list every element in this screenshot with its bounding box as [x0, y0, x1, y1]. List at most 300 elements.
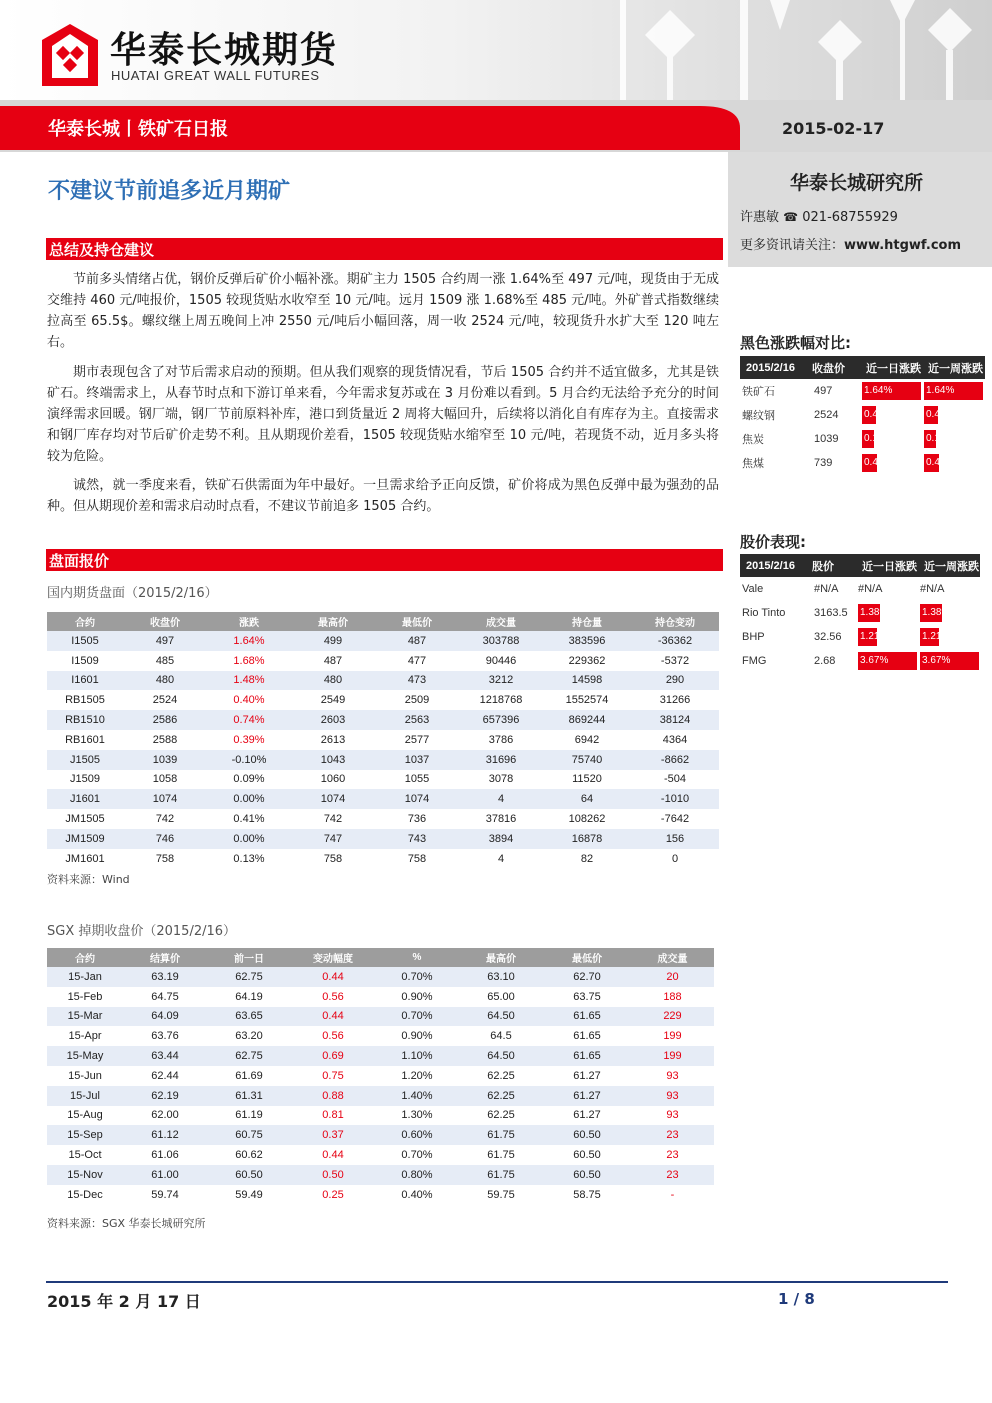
black-change-bar: 0.41%: [924, 454, 939, 472]
domestic-cell: 6942: [574, 733, 600, 746]
black-name: 焦炭: [742, 434, 764, 446]
sgx-cell: 15-Jul: [47, 1086, 123, 1106]
sgx-cell: 0.40%: [401, 1188, 433, 1201]
stock-price: #N/A: [814, 583, 839, 595]
sgx-cell: 0.69: [291, 1046, 375, 1066]
sgx-cell: 0.75: [322, 1069, 344, 1082]
sgx-header-cell: 成交量: [631, 948, 714, 967]
section-quotes-header: [46, 549, 723, 571]
stock-header-cell: 近一日涨跌: [856, 554, 918, 577]
domestic-cell: 742: [323, 813, 343, 826]
domestic-cell: 497: [123, 631, 207, 651]
sgx-cell: 62.19: [123, 1086, 207, 1106]
domestic-header-cell: 成交量: [459, 612, 543, 631]
domestic-cell: 0.13%: [233, 852, 265, 865]
sgx-cell: 58.75: [573, 1188, 601, 1201]
domestic-header-cell: 合约: [47, 612, 123, 631]
domestic-cell: 2509: [404, 694, 430, 707]
stock-name: FMG: [742, 655, 767, 667]
domestic-cell: J1509: [70, 773, 100, 786]
stock-price: 2.68: [814, 655, 836, 667]
black-change-bar: 0.10%: [924, 430, 936, 448]
sgx-cell: 229: [631, 1007, 714, 1027]
domestic-row: [47, 710, 719, 730]
sgx-cell: 60.50: [543, 1165, 631, 1185]
domestic-cell: 2577: [404, 733, 430, 746]
domestic-cell: 742: [155, 813, 175, 826]
sgx-cell: 62.75: [207, 1046, 291, 1066]
domestic-cell: 2603: [291, 710, 375, 730]
stock-row: [740, 625, 980, 649]
sgx-cell: 64.50: [459, 1046, 543, 1066]
sgx-table-source: 资料来源：SGX 华泰长城研究所: [47, 1217, 206, 1230]
sgx-cell: 64.50: [459, 1007, 543, 1027]
sgx-row: [47, 1185, 714, 1205]
sgx-cell: 0.44: [291, 1007, 375, 1027]
domestic-cell: 31266: [659, 694, 691, 707]
sgx-cell: 1.20%: [401, 1069, 433, 1082]
sgx-cell: 59.49: [235, 1188, 263, 1201]
black-row: [740, 379, 985, 403]
domestic-cell: 0: [671, 852, 679, 865]
domestic-cell: I1601: [47, 671, 123, 691]
sgx-cell: 61.19: [235, 1109, 263, 1122]
sgx-cell: 59.74: [151, 1188, 179, 1201]
domestic-cell: 229362: [568, 654, 606, 667]
stock-row: [740, 649, 980, 673]
stock-change-cell: [856, 601, 918, 625]
domestic-cell: 290: [631, 671, 719, 691]
domestic-cell: 1.48%: [207, 671, 291, 691]
header-decoration-icon: [600, 0, 992, 100]
sgx-cell: 0.50: [291, 1165, 375, 1185]
stock-change-cell: [918, 601, 980, 625]
sgx-header-cell: %: [375, 948, 459, 967]
sgx-cell: 1.30%: [401, 1109, 433, 1122]
black-change-cell: [922, 379, 985, 403]
domestic-header-cell: 持仓变动: [631, 612, 719, 631]
black-price: 739: [814, 457, 833, 469]
sgx-cell: 199: [663, 1030, 682, 1043]
black-change-bar: 0.41%: [862, 454, 877, 472]
domestic-row: [47, 809, 719, 829]
domestic-cell: 37816: [485, 813, 517, 826]
domestic-cell: 480: [123, 671, 207, 691]
sgx-cell: 1.40%: [375, 1086, 459, 1106]
domestic-cell: 1074: [291, 789, 375, 809]
sgx-cell: 0.90%: [401, 990, 433, 1003]
domestic-cell: 2524: [152, 694, 178, 707]
domestic-row: [47, 829, 719, 849]
domestic-cell: 2586: [123, 710, 207, 730]
domestic-cell: 3078: [488, 773, 514, 786]
sgx-cell: 0.70%: [375, 967, 459, 987]
sgx-cell: 15-Mar: [47, 1007, 123, 1027]
sgx-cell: 60.62: [235, 1149, 263, 1162]
sgx-cell: 64.19: [235, 990, 263, 1003]
sgx-cell: 63.20: [235, 1030, 263, 1043]
sgx-cell: 20: [631, 967, 714, 987]
black-row: [740, 451, 985, 475]
stock-header-cell: 股价: [806, 554, 856, 577]
sgx-cell: 93: [666, 1109, 679, 1122]
black-change-cell: [860, 403, 922, 427]
domestic-cell: RB1510: [47, 710, 123, 730]
stock-change-bar: 1.21%: [920, 628, 939, 646]
domestic-cell: I1509: [71, 654, 99, 667]
sgx-cell: 63.75: [573, 990, 601, 1003]
domestic-cell: 473: [375, 671, 459, 691]
black-change-cell: [860, 451, 922, 475]
stock-change-bar: #N/A: [920, 583, 945, 595]
sgx-cell: 23: [631, 1165, 714, 1185]
domestic-cell: 3212: [459, 671, 543, 691]
report-date: 2015-02-17: [782, 119, 885, 138]
sgx-cell: 62.44: [151, 1069, 179, 1082]
black-name: 铁矿石: [742, 386, 775, 398]
domestic-row: [47, 750, 719, 770]
domestic-futures-table: [47, 612, 719, 869]
domestic-row: [47, 671, 719, 691]
article-headline: 不建议节前追多近月期矿: [48, 179, 291, 204]
sgx-row: [47, 1145, 714, 1165]
company-name-cn: 华泰长城期货: [110, 30, 339, 71]
black-compare-table: [740, 356, 985, 475]
sgx-cell: 61.69: [235, 1069, 263, 1082]
domestic-cell: J1505: [47, 750, 123, 770]
sgx-cell: 63.19: [123, 967, 207, 987]
domestic-row: [47, 651, 719, 671]
black-header-cell: 近一周涨跌: [922, 356, 985, 379]
domestic-cell: 4364: [662, 733, 688, 746]
domestic-table-caption: 国内期货盘面（2015/2/16）: [47, 586, 218, 601]
stock-change-bar: 3.67%: [858, 652, 917, 670]
domestic-cell: -0.10%: [207, 750, 291, 770]
footer-date: 2015 年 2 月 17 日: [47, 1292, 201, 1311]
sgx-cell: 62.25: [487, 1109, 515, 1122]
sgx-cell: 64.5: [490, 1030, 512, 1043]
summary-paragraph-2: 期市表现包含了对节后需求启动的预期。但从我们观察的现货情况看，节后 1505 合约并不适宜做多，尤其是铁矿石。终端需求上，从春节时点和下游订单来看，今年需求复苏或在 3 月份难以看到。5 月合约无法给予充分的时间演绎需求回暖。钢厂端，钢厂节前原料补库，港口到货量近 2 周将大幅回升，后续将以消化自有库存为主。直接需求和钢厂库存均对节后矿价走势不利。且从期现价差看，1505 较现货贴水缩窄至 10 元/吨，若现货不动，近月多头将较为危险。: [47, 365, 719, 464]
domestic-cell: 1552574: [565, 694, 609, 707]
sgx-cell: 23: [631, 1125, 714, 1145]
analyst-phone: 021-68755929: [802, 210, 898, 225]
sgx-cell: 61.65: [543, 1007, 631, 1027]
summary-paragraph-3: 诚然，就一季度来看，铁矿石供需面为年中最好。一旦需求给予正向反馈，矿价将成为黑色反弹中最为强劲的品种。但从期现价差和需求启动时点看，不建议节前追多 1505 合约。: [47, 478, 719, 514]
sgx-cell: 0.80%: [375, 1165, 459, 1185]
domestic-cell: 0.09%: [233, 773, 265, 786]
domestic-cell: 480: [291, 671, 375, 691]
stock-row: [740, 577, 980, 601]
domestic-header-cell: 持仓量: [543, 612, 631, 631]
domestic-cell: 2549: [320, 694, 346, 707]
domestic-cell: JM1601: [65, 852, 105, 865]
domestic-cell: 1060: [320, 773, 346, 786]
domestic-cell: 1055: [404, 773, 430, 786]
stock-header-cell: 近一周涨跌: [918, 554, 980, 577]
sgx-header-cell: 最高价: [459, 948, 543, 967]
stock-change-cell: [856, 577, 918, 601]
domestic-cell: 1.68%: [233, 654, 265, 667]
black-compare-title: 黑色涨跌幅对比:: [740, 334, 851, 352]
phone-icon: ☎: [783, 210, 799, 224]
sgx-cell: 65.00: [487, 990, 515, 1003]
sgx-cell: 61.65: [543, 1046, 631, 1066]
domestic-cell: -504: [663, 773, 687, 786]
domestic-cell: 743: [375, 829, 459, 849]
domestic-cell: 82: [580, 852, 594, 865]
domestic-cell: 499: [291, 631, 375, 651]
black-change-bar: 0.40%: [924, 406, 938, 424]
black-price: 2524: [814, 409, 839, 421]
stock-name: BHP: [742, 631, 765, 643]
domestic-cell: 657396: [459, 710, 543, 730]
sgx-cell: 61.31: [207, 1086, 291, 1106]
domestic-cell: 90446: [485, 654, 517, 667]
contact-line: [740, 206, 898, 225]
black-price: 497: [814, 385, 833, 397]
domestic-row: [47, 770, 719, 790]
black-change-cell: [860, 379, 922, 403]
sgx-cell: 0.90%: [401, 1030, 433, 1043]
domestic-cell: 0.39%: [233, 733, 265, 746]
summary-paragraph-1: 节前多头情绪占优，钢价反弹后矿价小幅补涨。期矿主力 1505 合约周一涨 1.64%至 497 元/吨，现货由于无成交维持 460 元/吨报价，1505 较现货贴水收窄至 10 元/吨。远月 1509 涨 1.68%至 485 元/吨。外矿普式指数继续拉高至 65.5$。螺纹继上周五晚间上冲 2550 元/吨后小幅回落，周一收 2524 元/吨，较现货升水扩大至 120 吨左右。: [47, 272, 719, 350]
domestic-cell: 477: [407, 654, 427, 667]
sgx-cell: 0.44: [322, 1149, 344, 1162]
domestic-cell: 38124: [631, 710, 719, 730]
black-name: 螺纹钢: [742, 410, 775, 422]
domestic-cell: 3894: [459, 829, 543, 849]
sgx-cell: 61.75: [459, 1165, 543, 1185]
domestic-cell: 75740: [543, 750, 631, 770]
sgx-cell: 0.37: [291, 1125, 375, 1145]
sgx-row: [47, 1007, 714, 1027]
black-change-bar: 0.10%: [862, 430, 874, 448]
sgx-table-caption: SGX 掉期收盘价（2015/2/16）: [47, 924, 237, 939]
stock-perf-title: 股价表现:: [740, 533, 806, 551]
sgx-cell: 60.75: [207, 1125, 291, 1145]
black-change-bar: 0.40%: [862, 406, 876, 424]
domestic-cell: 758: [407, 852, 427, 865]
report-title: 华泰长城丨铁矿石日报: [48, 119, 228, 140]
sgx-cell: 15-Nov: [47, 1165, 123, 1185]
section-summary-title: 总结及持仓建议: [49, 241, 155, 259]
domestic-row: [47, 690, 719, 710]
domestic-cell: 2563: [375, 710, 459, 730]
domestic-cell: 746: [123, 829, 207, 849]
domestic-cell: 16878: [543, 829, 631, 849]
sgx-row: [47, 987, 714, 1007]
sgx-cell: 15-Aug: [67, 1109, 103, 1122]
black-header-cell: 2015/2/16: [740, 356, 806, 379]
domestic-cell: -1010: [631, 789, 719, 809]
domestic-cell: 108262: [568, 813, 606, 826]
sgx-cell: 61.27: [543, 1086, 631, 1106]
sgx-header-cell: 结算价: [123, 948, 207, 967]
sgx-cell: 63.76: [151, 1030, 179, 1043]
domestic-cell: RB1601: [65, 733, 105, 746]
sgx-cell: 1.10%: [375, 1046, 459, 1066]
domestic-cell: 0.74%: [207, 710, 291, 730]
sgx-cell: 61.27: [573, 1069, 601, 1082]
sgx-swap-table: [47, 948, 714, 1205]
domestic-cell: 2588: [152, 733, 178, 746]
sgx-cell: 188: [663, 990, 682, 1003]
sgx-cell: -: [670, 1188, 675, 1201]
website-link[interactable]: www.htgwf.com: [844, 238, 962, 253]
sgx-row: [47, 1165, 714, 1185]
domestic-cell: 0.40%: [233, 694, 265, 707]
stock-header-cell: 2015/2/16: [740, 554, 806, 577]
section-summary-header: [46, 238, 723, 260]
black-change-cell: [922, 451, 985, 475]
sgx-row: [47, 1046, 714, 1066]
domestic-cell: 4: [497, 852, 505, 865]
domestic-cell: JM1505: [65, 813, 105, 826]
sgx-cell: 15-Jan: [47, 967, 123, 987]
sgx-row: [47, 1026, 714, 1046]
footer-divider: [46, 1281, 948, 1283]
stock-change-cell: [856, 625, 918, 649]
domestic-cell: 3786: [488, 733, 514, 746]
sgx-row: [47, 967, 714, 987]
sgx-cell: 15-Sep: [47, 1125, 123, 1145]
sgx-cell: 60.50: [543, 1125, 631, 1145]
sgx-cell: 62.25: [459, 1086, 543, 1106]
sgx-cell: 61.75: [487, 1149, 515, 1162]
domestic-cell: 1.64%: [207, 631, 291, 651]
domestic-cell: 487: [375, 631, 459, 651]
black-change-cell: [922, 403, 985, 427]
domestic-header-cell: 收盘价: [123, 612, 207, 631]
domestic-row: [47, 730, 719, 750]
domestic-cell: 1058: [152, 773, 178, 786]
sgx-cell: 62.70: [543, 967, 631, 987]
domestic-cell: 747: [291, 829, 375, 849]
domestic-cell: 1037: [375, 750, 459, 770]
sgx-row: [47, 1086, 714, 1106]
sgx-cell: 199: [631, 1046, 714, 1066]
sgx-cell: 61.06: [151, 1149, 179, 1162]
sgx-cell: 60.50: [207, 1165, 291, 1185]
domestic-cell: -5372: [660, 654, 690, 667]
sgx-cell: 0.70%: [401, 1149, 433, 1162]
institute-name: 华泰长城研究所: [790, 172, 924, 194]
sgx-header-cell: 前一日: [207, 948, 291, 967]
domestic-cell: 0.41%: [233, 813, 265, 826]
domestic-cell: RB1505: [65, 694, 105, 707]
sgx-cell: 62.25: [487, 1069, 515, 1082]
domestic-cell: 758: [155, 852, 175, 865]
sgx-cell: 61.27: [573, 1109, 601, 1122]
black-row: [740, 427, 985, 451]
page-number: 1 / 8: [778, 1290, 815, 1308]
domestic-header-cell: 涨跌: [207, 612, 291, 631]
domestic-cell: 1039: [123, 750, 207, 770]
stock-change-bar: 1.21%: [858, 628, 877, 646]
sgx-cell: 61.12: [123, 1125, 207, 1145]
company-name-en: HUATAI GREAT WALL FUTURES: [111, 68, 320, 83]
stock-price: 3163.5: [814, 607, 848, 619]
black-price: 1039: [814, 433, 839, 445]
domestic-cell: 2613: [320, 733, 346, 746]
domestic-cell: -36362: [631, 631, 719, 651]
sgx-cell: 59.75: [487, 1188, 515, 1201]
stock-change-cell: [856, 649, 918, 673]
sgx-header-cell: 变动幅度: [291, 948, 375, 967]
sgx-cell: 93: [631, 1086, 714, 1106]
black-change-cell: [922, 427, 985, 451]
domestic-row: [47, 631, 719, 651]
stock-change-cell: [918, 625, 980, 649]
domestic-header-cell: 最低价: [375, 612, 459, 631]
domestic-cell: 156: [631, 829, 719, 849]
stock-name: Vale: [742, 583, 764, 595]
sgx-cell: 61.00: [123, 1165, 207, 1185]
domestic-header-cell: 最高价: [291, 612, 375, 631]
domestic-cell: 869244: [543, 710, 631, 730]
more-info-line: [740, 234, 961, 253]
stock-change-cell: [918, 577, 980, 601]
domestic-cell: 487: [323, 654, 343, 667]
domestic-cell: 758: [323, 852, 343, 865]
domestic-cell: I1505: [47, 631, 123, 651]
sgx-cell: 62.00: [151, 1109, 179, 1122]
sgx-cell: 63.44: [123, 1046, 207, 1066]
domestic-cell: 1218768: [479, 694, 523, 707]
analyst-name: 许惠敏: [740, 210, 780, 225]
sgx-cell: 15-Feb: [67, 990, 103, 1003]
sgx-cell: 0.60%: [375, 1125, 459, 1145]
sgx-cell: 64.09: [123, 1007, 207, 1027]
domestic-cell: 485: [155, 654, 175, 667]
stock-change-bar: 3.67%: [920, 652, 979, 670]
page-header: [0, 0, 992, 100]
domestic-cell: 31696: [459, 750, 543, 770]
sgx-cell: 15-May: [47, 1046, 123, 1066]
sgx-cell: 62.75: [207, 967, 291, 987]
sgx-row: [47, 1106, 714, 1126]
domestic-cell: 1074: [123, 789, 207, 809]
domestic-cell: 0.00%: [207, 829, 291, 849]
sgx-cell: 61.65: [573, 1030, 601, 1043]
stock-name: Rio Tinto: [742, 607, 786, 619]
domestic-cell: 11520: [572, 773, 602, 786]
sgx-row: [47, 1066, 714, 1086]
sgx-cell: 15-Apr: [68, 1030, 102, 1043]
stock-change-bar: 1.38%: [920, 604, 942, 622]
more-info-label: 更多资讯请关注：: [740, 238, 845, 253]
domestic-cell: -7642: [660, 813, 690, 826]
black-row: [740, 403, 985, 427]
sgx-cell: 93: [666, 1069, 679, 1082]
stock-price: 32.56: [814, 631, 842, 643]
domestic-cell: 1043: [291, 750, 375, 770]
domestic-cell: 736: [407, 813, 427, 826]
domestic-table-source: 资料来源：Wind: [47, 873, 130, 886]
sgx-cell: 63.65: [207, 1007, 291, 1027]
sgx-cell: 0.88: [291, 1086, 375, 1106]
domestic-row: [47, 849, 719, 869]
black-name: 焦煤: [742, 458, 764, 470]
stock-change-bar: #N/A: [858, 583, 883, 595]
section-quotes-title: 盘面报价: [49, 552, 110, 570]
sgx-cell: 60.50: [573, 1149, 601, 1162]
company-logo-icon: [42, 24, 98, 86]
domestic-cell: J1601: [47, 789, 123, 809]
sgx-cell: 15-Jun: [68, 1069, 102, 1082]
sgx-cell: 0.25: [322, 1188, 344, 1201]
stock-change-cell: [918, 649, 980, 673]
